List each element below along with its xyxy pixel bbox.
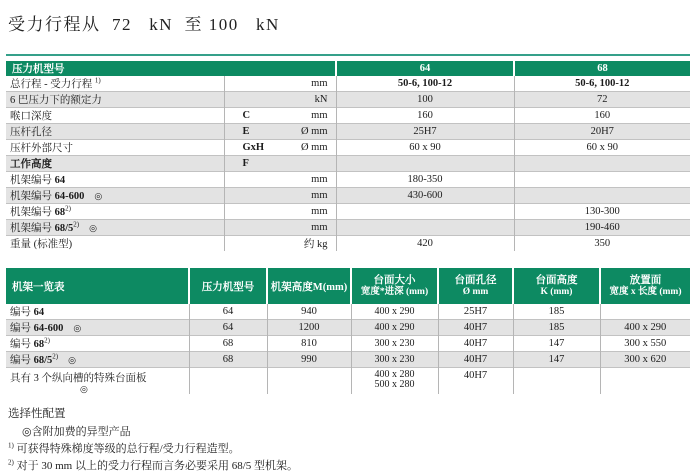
spec-value-64: 100 <box>336 92 514 108</box>
spec-value-68: 20H7 <box>514 124 690 140</box>
spec-value-68: 50-6, 100-12 <box>575 78 630 89</box>
spec-row-unit: mm <box>274 108 336 124</box>
frame-row-bore: 40H7 <box>438 368 513 395</box>
surcharge-marker: ◎ <box>94 191 103 201</box>
frame-row-bore: 25H7 <box>438 304 513 320</box>
frame-table-body <box>6 304 690 394</box>
spec-row-unit <box>274 156 336 172</box>
spec-value-68: 190-460 <box>514 220 690 236</box>
spec-value-68: 350 <box>514 236 690 252</box>
spec-table-row <box>6 156 690 172</box>
frame-row-label: 编号 64 <box>6 304 189 320</box>
spec-table-body <box>6 76 690 251</box>
spec-row-label: 机架编号 64 <box>6 172 224 188</box>
footnote-1: $^{1)}$ 可获得特殊梯度等级的总行程/受力行程造型。 <box>8 441 240 455</box>
spec-row-label: 机架编号 64-600 ◎ <box>6 188 224 204</box>
spec-table-row <box>6 236 690 252</box>
notes-section <box>6 405 690 474</box>
spec-table-row <box>6 92 690 108</box>
frame-table-row <box>6 352 690 368</box>
spec-row-letter <box>224 92 274 108</box>
spec-value-64 <box>336 220 514 236</box>
frame-header-overview: 机架一览表 <box>6 268 189 304</box>
spec-row-letter: GxH <box>224 140 274 156</box>
spec-header-64: 64 <box>336 61 514 76</box>
spec-table-row <box>6 76 690 92</box>
frame-header-tablesize: 台面大小 宽度*进深 (mm) <box>351 268 438 304</box>
frame-row-tablesize: 400 x 290 <box>351 304 438 320</box>
spec-row-letter <box>224 220 274 236</box>
frame-row-model: 68 <box>189 352 267 368</box>
spec-value-64 <box>336 204 514 220</box>
frame-row-label: 编号 64-600 ◎ <box>6 320 189 336</box>
spec-row-letter <box>224 236 274 252</box>
spec-row-unit: Ø mm <box>274 140 336 156</box>
frame-row-height: 990 <box>267 352 351 368</box>
frame-row-height: 1200 <box>267 320 351 336</box>
spec-row-label: 喉口深度 <box>6 108 224 124</box>
frame-row-height <box>267 368 351 395</box>
surcharge-marker-line2: ◎ <box>80 384 88 394</box>
spec-value-68 <box>514 156 690 172</box>
spec-table-row <box>6 220 690 236</box>
spec-row-unit: mm <box>274 204 336 220</box>
frame-row-label: 具有 3 个纵向槽的特殊台面板 ◎ <box>6 368 189 395</box>
frame-row-surface: 300 x 550 <box>600 336 690 352</box>
frame-header-surface: 放置面 宽度 x 长度 (mm) <box>600 268 690 304</box>
frame-row-tableheight <box>513 368 600 395</box>
surcharge-marker: ◎ <box>89 223 97 233</box>
note-surcharge: ◎含附加费的异型产品 <box>22 426 131 438</box>
frame-row-model: 64 <box>189 320 267 336</box>
spec-value-64: 60 x 90 <box>336 140 514 156</box>
frame-header-model: 压力机型号 <box>189 268 267 304</box>
frame-table-row <box>6 304 690 320</box>
spec-table-row <box>6 108 690 124</box>
footnote-2-marker: 2) <box>8 458 14 467</box>
frame-header-bore: 台面孔径 Ø mm <box>438 268 513 304</box>
spec-row-letter: C <box>224 108 274 124</box>
footnote-2: $^{2)}$ 对于 30 mm 以上的受力行程而言务必要采用 68/5 型机架。 <box>8 458 299 472</box>
spec-row-unit: 约 kg <box>274 236 336 252</box>
spec-row-letter: F <box>224 156 274 172</box>
frame-row-surface: 300 x 620 <box>600 352 690 368</box>
frame-row-surface <box>600 304 690 320</box>
spec-row-unit: mm <box>274 220 336 236</box>
frame-row-tableheight: 147 <box>513 352 600 368</box>
frame-table-row <box>6 320 690 336</box>
frame-row-tableheight: 185 <box>513 320 600 336</box>
spec-value-68: 60 x 90 <box>514 140 690 156</box>
page-title: 受力行程从 72 kN 至 100 kN <box>8 15 280 34</box>
notes-title: 选择性配置 <box>8 408 66 420</box>
frame-row-bore: 40H7 <box>438 352 513 368</box>
spec-table-row <box>6 124 690 140</box>
spec-value-64: 420 <box>336 236 514 252</box>
spec-row-label: 机架编号 68/5$^{2)}$ ◎ <box>6 220 224 236</box>
spec-row-unit: kN <box>274 92 336 108</box>
spec-row-unit: mm <box>274 188 336 204</box>
frame-header-tableheight: 台面高度 K (mm) <box>513 268 600 304</box>
frame-row-surface <box>600 368 690 395</box>
frame-row-bore: 40H7 <box>438 320 513 336</box>
spec-row-label: 压杆外部尺寸 <box>6 140 224 156</box>
spec-value-68 <box>514 188 690 204</box>
frame-row-tablesize: 400 x 290 <box>351 320 438 336</box>
spec-row-label: 重量 (标准型) <box>6 236 224 252</box>
spec-value-64: 50-6, 100-12 <box>336 76 514 92</box>
spec-row-label: 机架编号 68$^{2)}$ <box>6 204 224 220</box>
frame-row-surface: 400 x 290 <box>600 320 690 336</box>
frame-row-model <box>189 368 267 395</box>
spec-value-68: 72 <box>514 92 690 108</box>
frame-row-label: 编号 68$^{2)}$ <box>6 336 189 352</box>
frame-table-row <box>6 336 690 352</box>
title-divider <box>6 54 690 56</box>
spec-value-64 <box>336 156 514 172</box>
spec-value-64: 180-350 <box>336 172 514 188</box>
frame-row-bore: 40H7 <box>438 336 513 352</box>
footnote-1-marker: 1) <box>8 441 14 450</box>
spec-value-64: 25H7 <box>336 124 514 140</box>
spec-table-row <box>6 188 690 204</box>
spec-value-68: 160 <box>514 108 690 124</box>
spec-row-label: 压杆孔径 <box>6 124 224 140</box>
frame-table-header-row <box>6 268 690 304</box>
spec-table-row <box>6 204 690 220</box>
spec-row-letter <box>224 188 274 204</box>
spec-header-68: 68 <box>514 61 690 76</box>
spec-value-68 <box>514 172 690 188</box>
spec-row-letter <box>224 204 274 220</box>
frame-row-tablesize: 400 x 280 500 x 280 <box>351 368 438 395</box>
spec-value-68: 130-300 <box>514 204 690 220</box>
frame-row-tableheight: 147 <box>513 336 600 352</box>
surcharge-marker: ◎ <box>68 355 76 365</box>
spec-table <box>6 61 690 251</box>
spec-table-row <box>6 140 690 156</box>
spec-row-letter: E <box>224 124 274 140</box>
spec-row-letter <box>224 172 274 188</box>
spec-row-label: 6 巴压力下的额定力 <box>6 92 224 108</box>
frame-row-label: 编号 68/5$^{2)}$ ◎ <box>6 352 189 368</box>
spec-value-64: 430-600 <box>336 188 514 204</box>
spec-value-64: 160 <box>336 108 514 124</box>
frame-table-row <box>6 368 690 395</box>
spec-row-unit: Ø mm <box>274 124 336 140</box>
frame-row-height: 940 <box>267 304 351 320</box>
spec-row-letter <box>224 76 274 92</box>
spec-table-header-row <box>6 61 690 76</box>
spec-row-unit: mm <box>274 172 336 188</box>
spec-row-unit: mm <box>274 76 336 92</box>
frame-row-tablesize: 300 x 230 <box>351 336 438 352</box>
spec-row-label: 工作高度 <box>6 156 224 172</box>
surcharge-marker: ◎ <box>73 323 82 333</box>
frame-header-height: 机架高度M(mm) <box>267 268 351 304</box>
frame-row-height: 810 <box>267 336 351 352</box>
frame-table <box>6 268 690 394</box>
frame-row-model: 64 <box>189 304 267 320</box>
spec-header-model-label: 压力机型号 <box>6 61 336 76</box>
spec-row-label: 总行程 - 受力行程 $^{1)}$ <box>6 76 224 92</box>
frame-row-tablesize: 300 x 230 <box>351 352 438 368</box>
spec-table-row <box>6 172 690 188</box>
frame-row-tableheight: 185 <box>513 304 600 320</box>
frame-row-model: 68 <box>189 336 267 352</box>
